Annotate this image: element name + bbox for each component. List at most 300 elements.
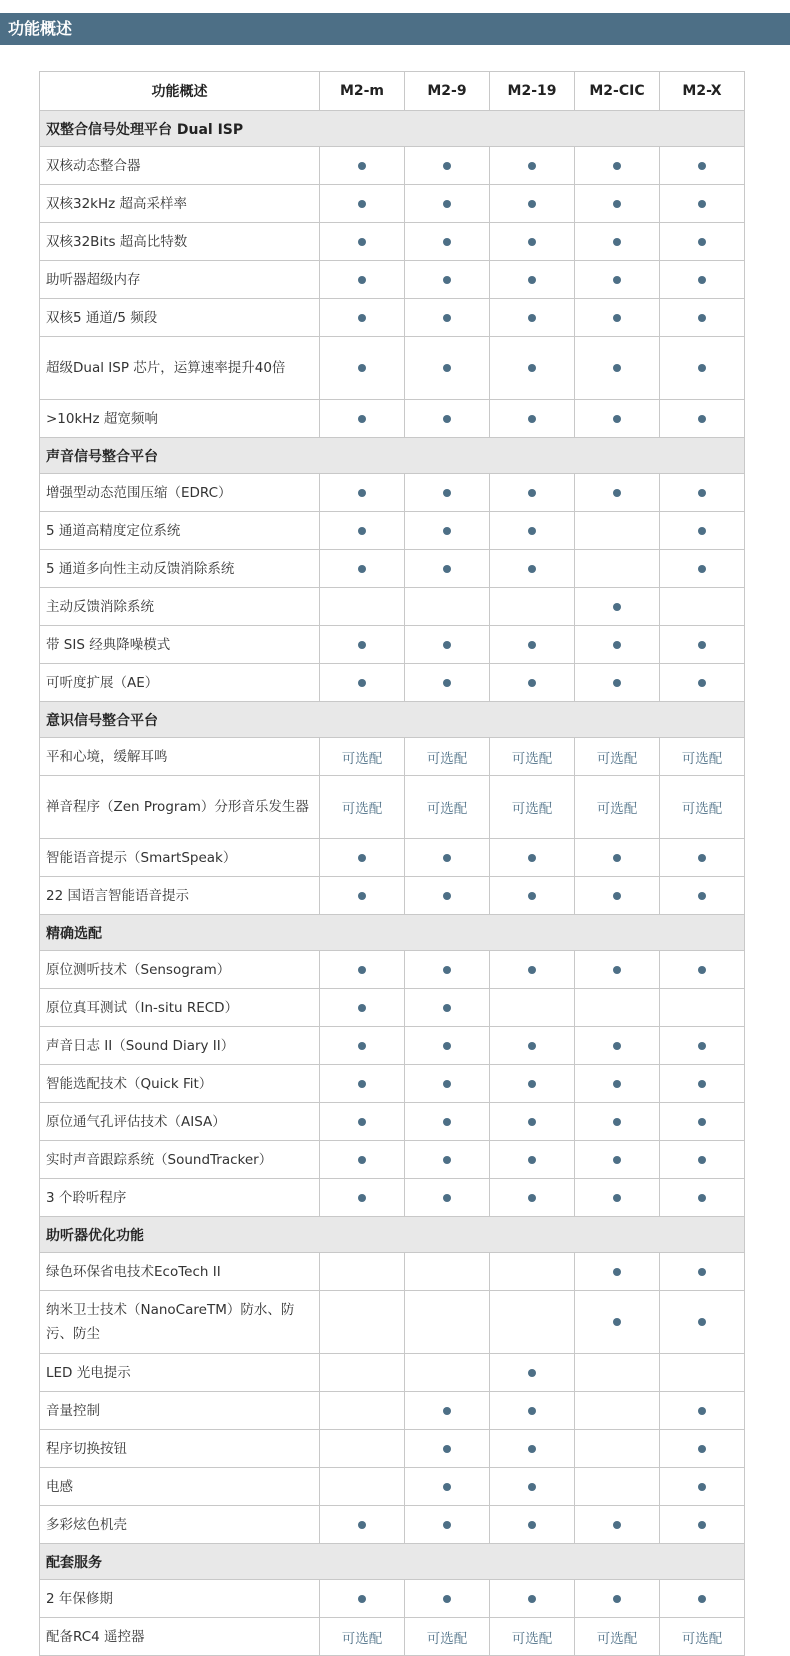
feature-cell bbox=[405, 1179, 490, 1217]
section-title: 精确选配 bbox=[40, 915, 745, 951]
supported-dot-icon bbox=[443, 238, 451, 246]
feature-cell bbox=[575, 185, 660, 223]
supported-dot-icon bbox=[358, 1004, 366, 1012]
supported-dot-icon bbox=[528, 162, 536, 170]
optional-label: 可选配 bbox=[681, 801, 723, 817]
supported-dot-icon bbox=[698, 314, 706, 322]
feature-cell bbox=[320, 1179, 405, 1217]
feature-cell bbox=[490, 261, 575, 299]
empty-cell bbox=[405, 1354, 490, 1392]
table-row bbox=[40, 185, 745, 223]
feature-cell bbox=[320, 951, 405, 989]
supported-dot-icon bbox=[613, 966, 621, 974]
supported-dot-icon bbox=[358, 565, 366, 573]
supported-dot-icon bbox=[443, 314, 451, 322]
supported-dot-icon bbox=[528, 641, 536, 649]
feature-cell bbox=[575, 1580, 660, 1618]
feature-cell bbox=[660, 1468, 745, 1506]
feature-cell bbox=[490, 1580, 575, 1618]
feature-cell bbox=[575, 337, 660, 400]
supported-dot-icon bbox=[443, 1118, 451, 1126]
supported-dot-icon bbox=[613, 603, 621, 611]
feature-cell bbox=[405, 550, 490, 588]
table-row bbox=[40, 512, 745, 550]
section-title: 配套服务 bbox=[40, 1544, 745, 1580]
table-row bbox=[40, 1291, 745, 1354]
table-row bbox=[40, 839, 745, 877]
table-row bbox=[40, 626, 745, 664]
supported-dot-icon bbox=[443, 1407, 451, 1415]
supported-dot-icon bbox=[358, 527, 366, 535]
feature-cell bbox=[660, 1141, 745, 1179]
feature-cell bbox=[320, 512, 405, 550]
feature-cell bbox=[405, 738, 490, 776]
supported-dot-icon bbox=[698, 679, 706, 687]
feature-cell bbox=[575, 299, 660, 337]
empty-cell bbox=[490, 1291, 575, 1354]
supported-dot-icon bbox=[698, 1445, 706, 1453]
feature-cell bbox=[575, 877, 660, 915]
feature-cell bbox=[490, 474, 575, 512]
supported-dot-icon bbox=[358, 679, 366, 687]
supported-dot-icon bbox=[613, 1080, 621, 1088]
table-row bbox=[40, 738, 745, 776]
feature-cell bbox=[660, 1392, 745, 1430]
feature-cell bbox=[320, 1618, 405, 1656]
feature-cell bbox=[575, 1027, 660, 1065]
feature-cell bbox=[660, 951, 745, 989]
supported-dot-icon bbox=[613, 489, 621, 497]
feature-cell bbox=[575, 951, 660, 989]
feature-cell bbox=[490, 550, 575, 588]
feature-label: 实时声音跟踪系统（SoundTracker） bbox=[40, 1141, 320, 1179]
feature-cell bbox=[660, 1618, 745, 1656]
feature-cell bbox=[405, 1506, 490, 1544]
supported-dot-icon bbox=[443, 1521, 451, 1529]
table-row bbox=[40, 400, 745, 438]
empty-cell bbox=[320, 1468, 405, 1506]
feature-cell bbox=[320, 223, 405, 261]
optional-label: 可选配 bbox=[341, 801, 383, 817]
table-row bbox=[40, 1506, 745, 1544]
supported-dot-icon bbox=[698, 966, 706, 974]
supported-dot-icon bbox=[698, 1595, 706, 1603]
feature-label: 原位真耳测试（In-situ RECD） bbox=[40, 989, 320, 1027]
optional-label: 可选配 bbox=[341, 750, 383, 767]
empty-cell bbox=[320, 1291, 405, 1354]
supported-dot-icon bbox=[443, 1156, 451, 1164]
supported-dot-icon bbox=[528, 200, 536, 208]
feature-cell bbox=[490, 299, 575, 337]
empty-cell bbox=[405, 1253, 490, 1291]
feature-cell bbox=[405, 951, 490, 989]
supported-dot-icon bbox=[358, 162, 366, 170]
feature-cell bbox=[405, 839, 490, 877]
supported-dot-icon bbox=[613, 415, 621, 423]
supported-dot-icon bbox=[698, 1407, 706, 1415]
section-row bbox=[40, 111, 745, 147]
feature-cell bbox=[490, 1103, 575, 1141]
feature-cell bbox=[490, 147, 575, 185]
feature-cell bbox=[405, 1065, 490, 1103]
feature-cell bbox=[490, 223, 575, 261]
supported-dot-icon bbox=[528, 276, 536, 284]
supported-dot-icon bbox=[358, 892, 366, 900]
feature-cell bbox=[660, 337, 745, 400]
table-row bbox=[40, 664, 745, 702]
feature-cell bbox=[405, 664, 490, 702]
section-title: 声音信号整合平台 bbox=[40, 438, 745, 474]
supported-dot-icon bbox=[528, 527, 536, 535]
feature-label: 双核32Bits 超高比特数 bbox=[40, 223, 320, 261]
feature-cell bbox=[490, 1618, 575, 1656]
feature-label: 5 通道高精度定位系统 bbox=[40, 512, 320, 550]
supported-dot-icon bbox=[443, 1595, 451, 1603]
header-model: M2-CIC bbox=[575, 72, 660, 111]
supported-dot-icon bbox=[443, 1483, 451, 1491]
feature-label: 5 通道多向性主动反馈消除系统 bbox=[40, 550, 320, 588]
feature-cell bbox=[575, 1103, 660, 1141]
feature-cell bbox=[490, 664, 575, 702]
table-row bbox=[40, 1065, 745, 1103]
supported-dot-icon bbox=[528, 1445, 536, 1453]
supported-dot-icon bbox=[443, 489, 451, 497]
header-model: M2-X bbox=[660, 72, 745, 111]
feature-label: 22 国语言智能语音提示 bbox=[40, 877, 320, 915]
feature-label: 双核动态整合器 bbox=[40, 147, 320, 185]
supported-dot-icon bbox=[698, 1268, 706, 1276]
supported-dot-icon bbox=[528, 314, 536, 322]
feature-cell bbox=[405, 299, 490, 337]
feature-cell bbox=[320, 147, 405, 185]
feature-cell bbox=[660, 474, 745, 512]
feature-label: 3 个聆听程序 bbox=[40, 1179, 320, 1217]
feature-cell bbox=[405, 1580, 490, 1618]
empty-cell bbox=[490, 588, 575, 626]
feature-label: 助听器超级内存 bbox=[40, 261, 320, 299]
table-row bbox=[40, 261, 745, 299]
feature-cell bbox=[405, 877, 490, 915]
supported-dot-icon bbox=[698, 892, 706, 900]
supported-dot-icon bbox=[698, 854, 706, 862]
feature-label: 多彩炫色机壳 bbox=[40, 1506, 320, 1544]
table-row bbox=[40, 1253, 745, 1291]
feature-cell bbox=[320, 1580, 405, 1618]
feature-cell bbox=[490, 1354, 575, 1392]
feature-cell bbox=[490, 1430, 575, 1468]
feature-cell bbox=[320, 1027, 405, 1065]
empty-cell bbox=[660, 989, 745, 1027]
optional-label: 可选配 bbox=[341, 1630, 383, 1647]
supported-dot-icon bbox=[613, 162, 621, 170]
empty-cell bbox=[575, 1354, 660, 1392]
feature-cell bbox=[405, 474, 490, 512]
table-row bbox=[40, 147, 745, 185]
supported-dot-icon bbox=[698, 276, 706, 284]
feature-label: 2 年保修期 bbox=[40, 1580, 320, 1618]
supported-dot-icon bbox=[443, 854, 451, 862]
supported-dot-icon bbox=[443, 415, 451, 423]
feature-cell bbox=[660, 185, 745, 223]
feature-cell bbox=[490, 512, 575, 550]
optional-label: 可选配 bbox=[596, 750, 638, 767]
supported-dot-icon bbox=[613, 1318, 621, 1326]
table-row bbox=[40, 1141, 745, 1179]
supported-dot-icon bbox=[698, 1156, 706, 1164]
supported-dot-icon bbox=[443, 565, 451, 573]
feature-cell bbox=[660, 512, 745, 550]
feature-cell bbox=[490, 626, 575, 664]
optional-label: 可选配 bbox=[426, 801, 468, 817]
feature-cell bbox=[320, 261, 405, 299]
header-feature: 功能概述 bbox=[40, 72, 320, 111]
feature-cell bbox=[575, 588, 660, 626]
feature-cell bbox=[660, 1027, 745, 1065]
feature-cell bbox=[405, 1392, 490, 1430]
table-body bbox=[40, 111, 745, 1656]
feature-cell bbox=[660, 299, 745, 337]
optional-label: 可选配 bbox=[596, 801, 638, 817]
section-title: 双整合信号处理平台 Dual ISP bbox=[40, 111, 745, 147]
empty-cell bbox=[320, 1354, 405, 1392]
empty-cell bbox=[660, 588, 745, 626]
feature-cell bbox=[660, 839, 745, 877]
optional-label: 可选配 bbox=[681, 1630, 723, 1647]
optional-label: 可选配 bbox=[511, 1630, 553, 1647]
feature-cell bbox=[405, 1027, 490, 1065]
feature-cell bbox=[405, 147, 490, 185]
feature-cell bbox=[660, 550, 745, 588]
supported-dot-icon bbox=[528, 364, 536, 372]
supported-dot-icon bbox=[358, 276, 366, 284]
empty-cell bbox=[320, 1430, 405, 1468]
empty-cell bbox=[320, 588, 405, 626]
supported-dot-icon bbox=[528, 1369, 536, 1377]
feature-cell bbox=[660, 1065, 745, 1103]
supported-dot-icon bbox=[443, 276, 451, 284]
feature-cell bbox=[575, 1141, 660, 1179]
supported-dot-icon bbox=[358, 1156, 366, 1164]
feature-cell bbox=[405, 776, 490, 839]
supported-dot-icon bbox=[358, 641, 366, 649]
supported-dot-icon bbox=[358, 1521, 366, 1529]
feature-cell bbox=[490, 839, 575, 877]
feature-cell bbox=[405, 1468, 490, 1506]
feature-cell bbox=[405, 337, 490, 400]
feature-label: 超级Dual ISP 芯片，运算速率提升40倍 bbox=[40, 337, 320, 400]
supported-dot-icon bbox=[443, 966, 451, 974]
optional-label: 可选配 bbox=[426, 1630, 468, 1647]
feature-cell bbox=[575, 400, 660, 438]
feature-cell bbox=[660, 776, 745, 839]
feature-cell bbox=[405, 1103, 490, 1141]
table-row bbox=[40, 1618, 745, 1656]
supported-dot-icon bbox=[358, 854, 366, 862]
feature-cell bbox=[490, 1141, 575, 1179]
feature-cell bbox=[575, 147, 660, 185]
supported-dot-icon bbox=[443, 1004, 451, 1012]
supported-dot-icon bbox=[528, 565, 536, 573]
supported-dot-icon bbox=[528, 1483, 536, 1491]
optional-label: 可选配 bbox=[511, 750, 553, 767]
supported-dot-icon bbox=[443, 1080, 451, 1088]
supported-dot-icon bbox=[698, 1483, 706, 1491]
table-row bbox=[40, 1430, 745, 1468]
supported-dot-icon bbox=[358, 489, 366, 497]
empty-cell bbox=[575, 1468, 660, 1506]
table-row bbox=[40, 989, 745, 1027]
table-row bbox=[40, 1392, 745, 1430]
feature-label: 原位通气孔评估技术（AISA） bbox=[40, 1103, 320, 1141]
table-row bbox=[40, 1179, 745, 1217]
supported-dot-icon bbox=[443, 1042, 451, 1050]
feature-cell bbox=[575, 738, 660, 776]
supported-dot-icon bbox=[698, 1194, 706, 1202]
feature-cell bbox=[320, 1065, 405, 1103]
supported-dot-icon bbox=[613, 1521, 621, 1529]
supported-dot-icon bbox=[528, 1407, 536, 1415]
feature-cell bbox=[320, 839, 405, 877]
supported-dot-icon bbox=[443, 641, 451, 649]
feature-cell bbox=[660, 626, 745, 664]
supported-dot-icon bbox=[443, 1194, 451, 1202]
supported-dot-icon bbox=[528, 679, 536, 687]
supported-dot-icon bbox=[613, 679, 621, 687]
empty-cell bbox=[575, 512, 660, 550]
feature-cell bbox=[660, 1103, 745, 1141]
section-row bbox=[40, 1217, 745, 1253]
feature-cell bbox=[660, 1291, 745, 1354]
table-header-row bbox=[40, 72, 745, 111]
empty-cell bbox=[405, 588, 490, 626]
feature-cell bbox=[320, 626, 405, 664]
supported-dot-icon bbox=[528, 966, 536, 974]
feature-label: >10kHz 超宽频响 bbox=[40, 400, 320, 438]
supported-dot-icon bbox=[698, 1318, 706, 1326]
supported-dot-icon bbox=[358, 1118, 366, 1126]
feature-cell bbox=[660, 261, 745, 299]
feature-label: 平和心境，缓解耳鸣 bbox=[40, 738, 320, 776]
feature-cell bbox=[405, 400, 490, 438]
table-row bbox=[40, 1354, 745, 1392]
empty-cell bbox=[575, 1430, 660, 1468]
supported-dot-icon bbox=[698, 565, 706, 573]
empty-cell bbox=[405, 1291, 490, 1354]
section-row bbox=[40, 438, 745, 474]
supported-dot-icon bbox=[698, 527, 706, 535]
feature-cell bbox=[405, 185, 490, 223]
feature-cell bbox=[660, 400, 745, 438]
feature-cell bbox=[490, 1392, 575, 1430]
feature-cell bbox=[405, 1618, 490, 1656]
section-row bbox=[40, 1544, 745, 1580]
supported-dot-icon bbox=[443, 364, 451, 372]
supported-dot-icon bbox=[358, 364, 366, 372]
feature-cell bbox=[490, 877, 575, 915]
feature-cell bbox=[660, 1580, 745, 1618]
feature-cell bbox=[575, 776, 660, 839]
supported-dot-icon bbox=[613, 1118, 621, 1126]
feature-label: 主动反馈消除系统 bbox=[40, 588, 320, 626]
feature-cell bbox=[490, 1506, 575, 1544]
feature-label: 配备RC4 遥控器 bbox=[40, 1618, 320, 1656]
table-row bbox=[40, 588, 745, 626]
supported-dot-icon bbox=[443, 892, 451, 900]
feature-cell bbox=[405, 512, 490, 550]
feature-cell bbox=[490, 951, 575, 989]
supported-dot-icon bbox=[613, 364, 621, 372]
supported-dot-icon bbox=[613, 1194, 621, 1202]
feature-cell bbox=[320, 400, 405, 438]
feature-cell bbox=[575, 1618, 660, 1656]
feature-comparison-table bbox=[39, 71, 745, 1656]
feature-label: 智能语音提示（SmartSpeak） bbox=[40, 839, 320, 877]
table-row bbox=[40, 474, 745, 512]
supported-dot-icon bbox=[358, 1080, 366, 1088]
feature-label: 双核32kHz 超高采样率 bbox=[40, 185, 320, 223]
empty-cell bbox=[575, 1392, 660, 1430]
supported-dot-icon bbox=[358, 200, 366, 208]
feature-cell bbox=[575, 664, 660, 702]
feature-cell bbox=[405, 989, 490, 1027]
feature-cell bbox=[405, 223, 490, 261]
supported-dot-icon bbox=[613, 1595, 621, 1603]
supported-dot-icon bbox=[613, 276, 621, 284]
feature-cell bbox=[405, 1430, 490, 1468]
table-row bbox=[40, 1468, 745, 1506]
supported-dot-icon bbox=[528, 489, 536, 497]
feature-cell bbox=[320, 989, 405, 1027]
feature-cell bbox=[575, 1253, 660, 1291]
supported-dot-icon bbox=[358, 1042, 366, 1050]
feature-cell bbox=[320, 877, 405, 915]
supported-dot-icon bbox=[358, 314, 366, 322]
supported-dot-icon bbox=[528, 854, 536, 862]
feature-cell bbox=[405, 261, 490, 299]
supported-dot-icon bbox=[698, 200, 706, 208]
feature-cell bbox=[490, 185, 575, 223]
feature-cell bbox=[660, 664, 745, 702]
empty-cell bbox=[490, 1253, 575, 1291]
feature-label: 智能选配技术（Quick Fit） bbox=[40, 1065, 320, 1103]
table-row bbox=[40, 1580, 745, 1618]
feature-cell bbox=[320, 185, 405, 223]
feature-cell bbox=[490, 1179, 575, 1217]
supported-dot-icon bbox=[358, 1595, 366, 1603]
feature-cell bbox=[405, 626, 490, 664]
supported-dot-icon bbox=[698, 162, 706, 170]
feature-label: 声音日志 II（Sound Diary II） bbox=[40, 1027, 320, 1065]
feature-label: 增强型动态范围压缩（EDRC） bbox=[40, 474, 320, 512]
supported-dot-icon bbox=[528, 1521, 536, 1529]
optional-label: 可选配 bbox=[681, 750, 723, 767]
feature-cell bbox=[490, 738, 575, 776]
feature-cell bbox=[405, 1141, 490, 1179]
feature-cell bbox=[660, 1430, 745, 1468]
supported-dot-icon bbox=[698, 1521, 706, 1529]
supported-dot-icon bbox=[358, 1194, 366, 1202]
feature-label: 程序切换按钮 bbox=[40, 1430, 320, 1468]
supported-dot-icon bbox=[443, 162, 451, 170]
feature-cell bbox=[575, 1179, 660, 1217]
supported-dot-icon bbox=[528, 1080, 536, 1088]
feature-cell bbox=[320, 1506, 405, 1544]
table-row bbox=[40, 776, 745, 839]
empty-cell bbox=[660, 1354, 745, 1392]
page-title: 功能概述 bbox=[0, 13, 790, 45]
feature-cell bbox=[575, 1291, 660, 1354]
empty-cell bbox=[320, 1392, 405, 1430]
